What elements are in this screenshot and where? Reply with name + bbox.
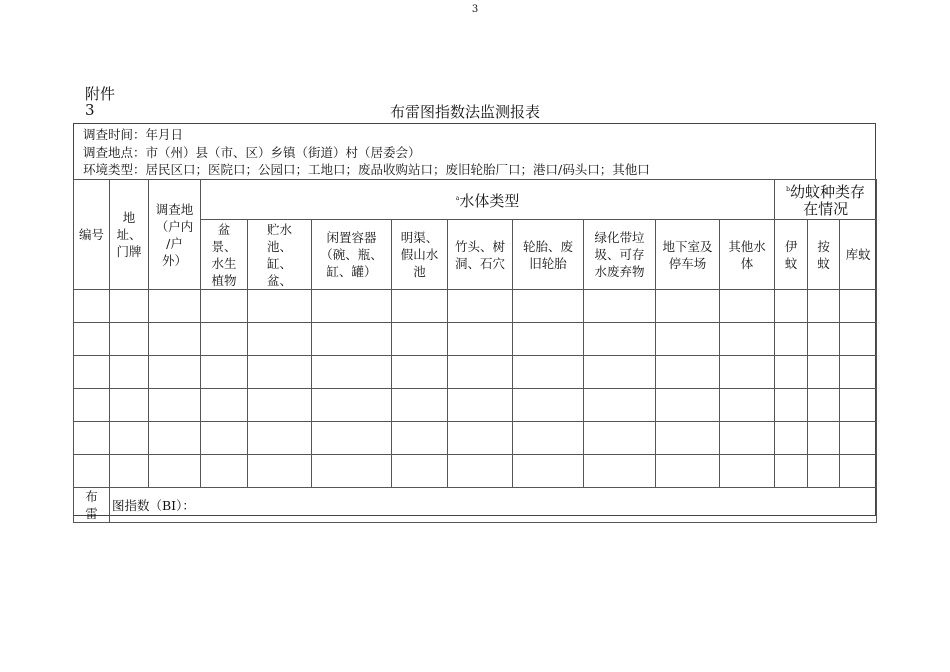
table-cell[interactable] <box>584 356 656 389</box>
attachment-label: 附件 <box>85 85 116 103</box>
table-cell[interactable] <box>840 455 877 488</box>
table-cell[interactable] <box>840 389 877 422</box>
header-water-type-4: 明渠、 假山水 池 <box>392 220 448 290</box>
table-cell[interactable] <box>392 389 448 422</box>
table-cell[interactable] <box>656 290 720 323</box>
table-cell[interactable] <box>808 389 840 422</box>
monitoring-table <box>73 179 877 523</box>
table-cell[interactable] <box>513 290 584 323</box>
table-cell[interactable] <box>248 455 312 488</box>
table-cell[interactable] <box>149 356 201 389</box>
footnote-mark-b: b <box>786 186 791 193</box>
table-cell[interactable] <box>720 422 775 455</box>
table-cell[interactable] <box>448 389 513 422</box>
table-cell[interactable] <box>775 323 808 356</box>
table-cell[interactable] <box>201 290 248 323</box>
header-water-type-group <box>201 180 775 220</box>
header-mosquito-type-2: 按 蚊 <box>808 220 840 290</box>
footer-label: 布 雷 <box>74 488 110 523</box>
header-water-type-1: 盆 景、 水生 植物 <box>201 220 248 290</box>
table-cell[interactable] <box>392 455 448 488</box>
table-cell[interactable] <box>312 389 392 422</box>
header-water-type-9: 其他水 体 <box>720 220 775 290</box>
table-row <box>74 422 877 455</box>
report-form <box>73 123 876 521</box>
table-cell[interactable] <box>110 455 149 488</box>
header-address: 地 址、 门牌 <box>110 180 149 290</box>
table-cell[interactable] <box>775 389 808 422</box>
report-title: 布雷图指数法监测报表 <box>389 103 540 121</box>
header-water-type-6: 轮胎、废 旧轮胎 <box>513 220 584 290</box>
table-cell[interactable] <box>74 356 110 389</box>
table-cell[interactable] <box>656 389 720 422</box>
header-water-type-8: 地下室及 停车场 <box>656 220 720 290</box>
table-cell[interactable] <box>448 455 513 488</box>
survey-location-line: 调查地点：市（州）县（市、区）乡镇（街道）村（居委会） <box>83 145 421 160</box>
table-cell[interactable] <box>312 422 392 455</box>
table-cell[interactable] <box>74 422 110 455</box>
table-cell[interactable] <box>448 422 513 455</box>
footer-bi-text: 图指数（BI）： <box>110 488 877 523</box>
table-row <box>74 290 877 323</box>
table-cell[interactable] <box>513 323 584 356</box>
header-survey-place: 调查地 （户内 /户 外） <box>149 180 201 290</box>
table-cell[interactable] <box>720 389 775 422</box>
table-cell[interactable] <box>149 422 201 455</box>
table-cell[interactable] <box>584 323 656 356</box>
table-cell[interactable] <box>110 323 149 356</box>
table-cell[interactable] <box>149 389 201 422</box>
table-cell[interactable] <box>201 455 248 488</box>
table-row <box>74 356 877 389</box>
table-cell[interactable] <box>840 323 877 356</box>
table-cell[interactable] <box>201 422 248 455</box>
table-cell[interactable] <box>248 323 312 356</box>
table-row <box>74 389 877 422</box>
table-cell[interactable] <box>656 323 720 356</box>
table-cell[interactable] <box>720 356 775 389</box>
header-mosquito-group <box>775 180 877 220</box>
table-cell[interactable] <box>840 356 877 389</box>
table-cell[interactable] <box>74 389 110 422</box>
table-cell[interactable] <box>720 323 775 356</box>
table-cell[interactable] <box>392 323 448 356</box>
table-cell[interactable] <box>392 356 448 389</box>
table-cell[interactable] <box>656 422 720 455</box>
environment-type-line: 环境类型：居民区口；医院口；公园口；工地口；废品收购站口；废旧轮胎厂口；港口/码头口；其他口 <box>83 162 650 177</box>
table-cell[interactable] <box>775 290 808 323</box>
table-cell[interactable] <box>312 455 392 488</box>
table-cell[interactable] <box>248 389 312 422</box>
header-water-type-5: 竹头、树 洞、石穴 <box>448 220 513 290</box>
table-cell[interactable] <box>110 422 149 455</box>
table-cell[interactable] <box>149 455 201 488</box>
header-number: 编号 <box>74 180 110 290</box>
table-cell[interactable] <box>248 422 312 455</box>
table-cell[interactable] <box>201 323 248 356</box>
table-cell[interactable] <box>392 422 448 455</box>
table-cell[interactable] <box>584 290 656 323</box>
table-cell[interactable] <box>656 356 720 389</box>
table-cell[interactable] <box>775 422 808 455</box>
table-cell[interactable] <box>513 455 584 488</box>
table-cell[interactable] <box>392 290 448 323</box>
table-cell[interactable] <box>720 290 775 323</box>
table-row <box>74 455 877 488</box>
table-cell[interactable] <box>74 323 110 356</box>
table-cell[interactable] <box>312 290 392 323</box>
table-cell[interactable] <box>74 290 110 323</box>
table-cell[interactable] <box>201 356 248 389</box>
table-cell[interactable] <box>775 356 808 389</box>
table-row <box>74 323 877 356</box>
header-water-type-2: 贮水 池、 缸、 盆、 <box>248 220 312 290</box>
table-cell[interactable] <box>840 422 877 455</box>
footnote-mark-a: a <box>455 194 460 202</box>
header-mosquito-label: 幼蚊种类存 在情况 <box>790 183 866 218</box>
survey-time-line: 调查时间：年月日 <box>83 127 184 142</box>
table-cell[interactable] <box>584 422 656 455</box>
table-cell[interactable] <box>513 422 584 455</box>
header-water-type-7: 绿化带垃 圾、可存 水废弃物 <box>584 220 656 290</box>
table-cell[interactable] <box>312 323 392 356</box>
page-number: 3 <box>471 4 479 15</box>
table-cell[interactable] <box>775 455 808 488</box>
table-cell[interactable] <box>448 323 513 356</box>
table-cell[interactable] <box>312 356 392 389</box>
table-cell[interactable] <box>149 323 201 356</box>
header-mosquito-type-3: 库蚊 <box>840 220 877 290</box>
table-cell[interactable] <box>808 323 840 356</box>
table-cell[interactable] <box>808 290 840 323</box>
table-cell[interactable] <box>513 389 584 422</box>
table-cell[interactable] <box>201 389 248 422</box>
attachment-number: 3 <box>85 101 95 119</box>
table-cell[interactable] <box>808 455 840 488</box>
table-cell[interactable] <box>584 455 656 488</box>
table-cell[interactable] <box>808 422 840 455</box>
table-cell[interactable] <box>448 290 513 323</box>
table-cell[interactable] <box>110 290 149 323</box>
table-cell[interactable] <box>248 290 312 323</box>
table-cell[interactable] <box>448 356 513 389</box>
table-cell[interactable] <box>808 356 840 389</box>
table-cell[interactable] <box>720 455 775 488</box>
table-cell[interactable] <box>110 389 149 422</box>
header-mosquito-type-1: 伊 蚊 <box>775 220 808 290</box>
table-cell[interactable] <box>513 356 584 389</box>
table-cell[interactable] <box>248 356 312 389</box>
table-cell[interactable] <box>149 290 201 323</box>
table-cell[interactable] <box>656 455 720 488</box>
header-water-type-label: 水体类型 <box>459 191 520 210</box>
table-cell[interactable] <box>110 356 149 389</box>
header-water-type-3: 闲置容器 （碗、瓶、 缸、罐） <box>312 220 392 290</box>
table-cell[interactable] <box>74 455 110 488</box>
table-cell[interactable] <box>840 290 877 323</box>
table-cell[interactable] <box>584 389 656 422</box>
